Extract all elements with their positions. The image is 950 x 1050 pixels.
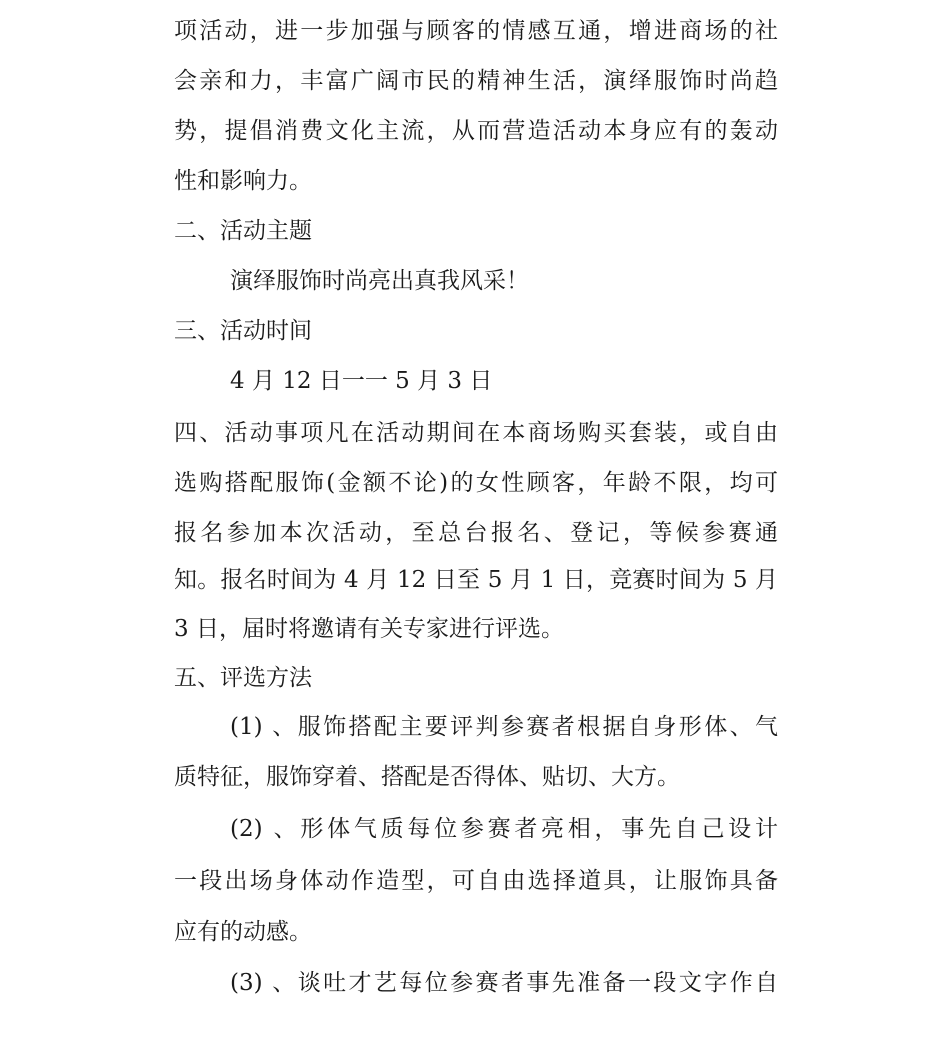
body-line-9: 四、活动事项凡在活动期间在本商场购买套装，或自由 <box>174 420 778 446</box>
body-line-3: 势，提倡消费文化主流，从而营造活动本身应有的轰动 <box>174 118 778 144</box>
method-item-2: (2) 、形体气质每位参赛者亮相，事先自己设计 <box>230 816 778 842</box>
body-line-10: 选购搭配服饰(金额不论)的女性顾客，年龄不限，均可 <box>174 470 778 496</box>
body-line-11: 报名参加本次活动，至总台报名、登记，等候参赛通 <box>174 520 778 546</box>
theme-text: 演绎服饰时尚亮出真我风采！ <box>230 268 529 294</box>
body-line-1: 项活动，进一步加强与顾客的情感互通，增进商场的社 <box>174 18 778 44</box>
body-line-19: 应有的动感。 <box>174 919 312 945</box>
body-line-18: 一段出场身体动作造型，可自由选择道具，让服饰具备 <box>174 868 778 894</box>
body-line-16: 质特征，服饰穿着、搭配是否得体、贴切、大方。 <box>174 764 680 790</box>
body-line-4: 性和影响力。 <box>174 168 312 194</box>
method-item-1: (1) 、服饰搭配主要评判参赛者根据自身形体、气 <box>230 714 778 740</box>
body-line-13: 3 日，届时将邀请有关专家进行评选。 <box>174 616 564 642</box>
section-heading-method: 五、评选方法 <box>174 665 312 691</box>
time-text: 4 月 12 日一一 5 月 3 日 <box>230 368 493 394</box>
body-line-12: 知。报名时间为 4 月 12 日至 5 月 1 日，竞赛时间为 5 月 <box>174 567 778 593</box>
method-item-3: (3) 、谈吐才艺每位参赛者事先准备一段文字作自 <box>230 970 778 996</box>
section-heading-time: 三、活动时间 <box>174 318 312 344</box>
section-heading-theme: 二、活动主题 <box>174 218 312 244</box>
body-line-2: 会亲和力，丰富广阔市民的精神生活，演绎服饰时尚趋 <box>174 68 778 94</box>
